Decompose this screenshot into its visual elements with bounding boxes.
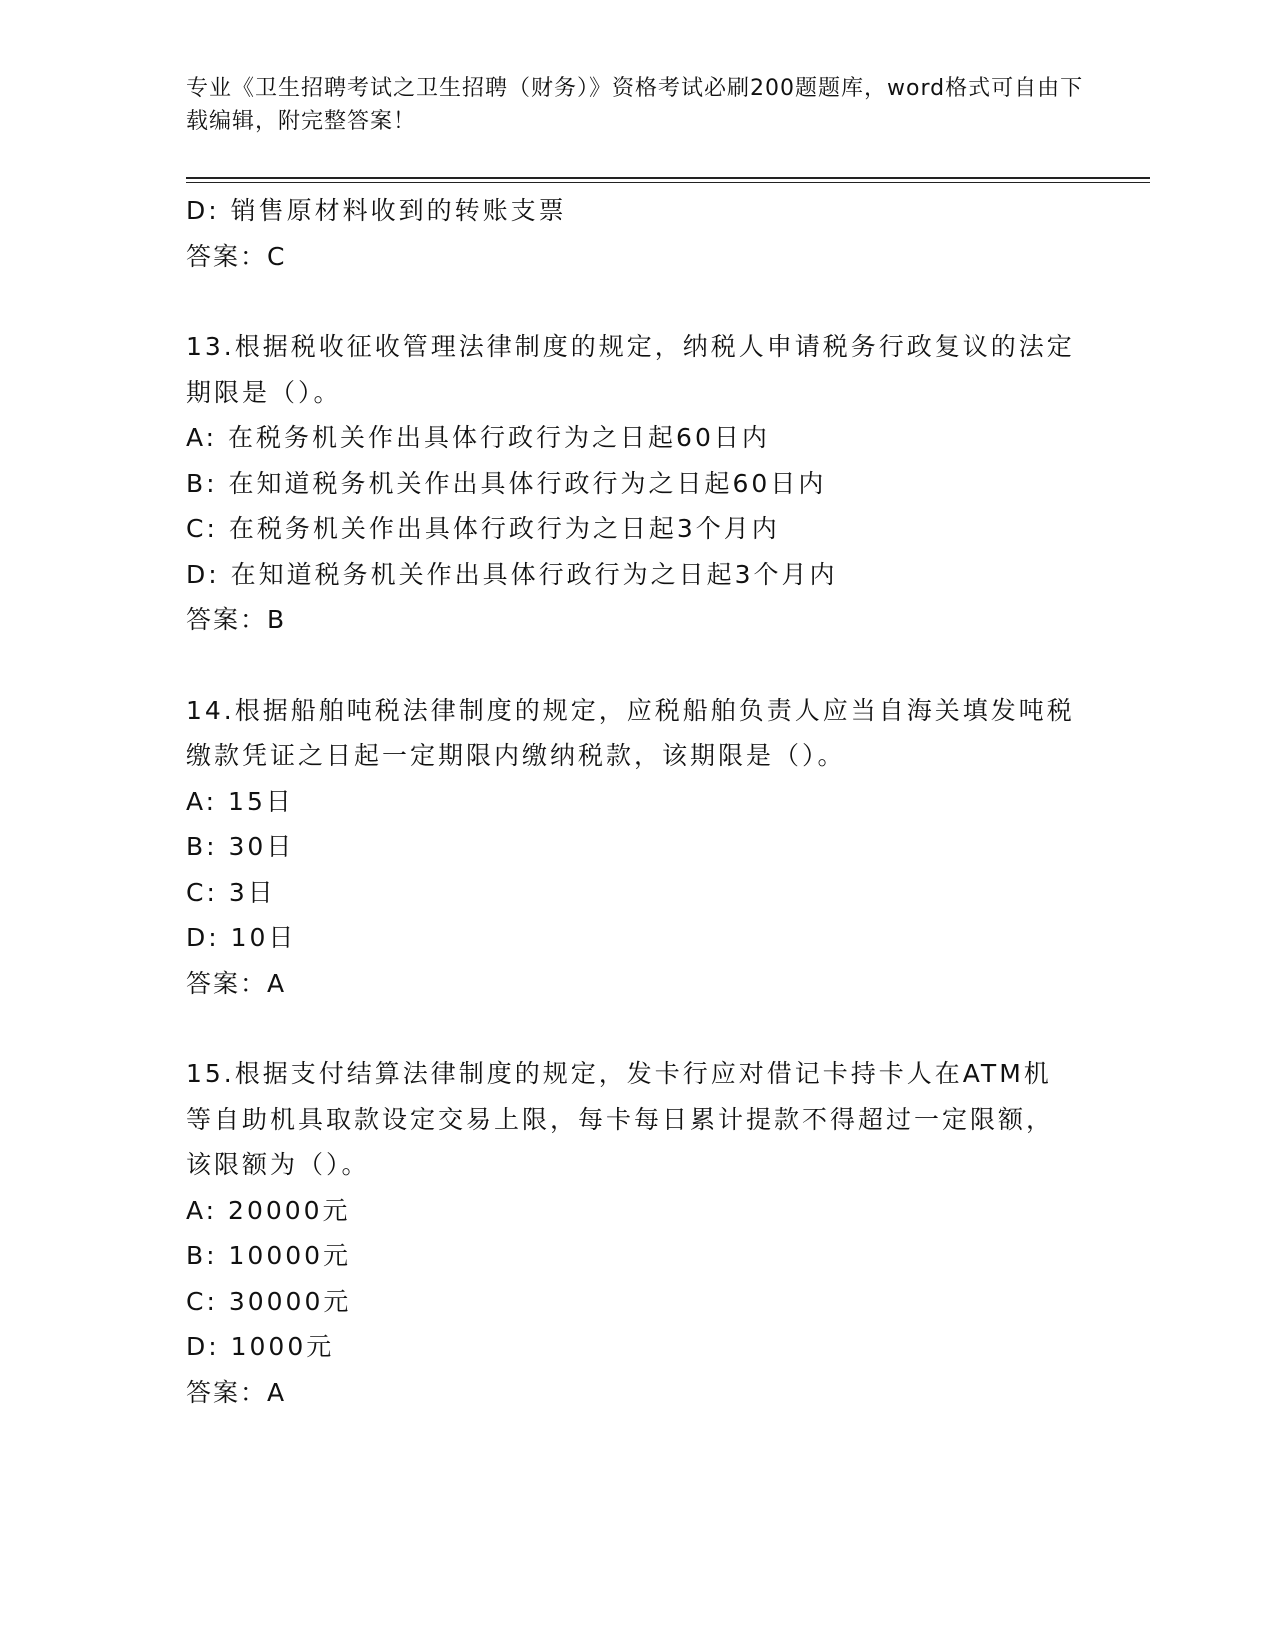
option-d: D: 10日 [186, 923, 297, 952]
answer: 答案：A [186, 968, 287, 998]
header-rule-thin [186, 182, 1150, 183]
option-a: A: 20000元 [186, 1195, 351, 1225]
option-b: B: 在知道税务机关作出具体行政行为之日起60日内 [186, 468, 827, 498]
option-c: C: 30000元 [186, 1286, 352, 1316]
question-13 [186, 324, 1086, 643]
page-header: 专业《卫生招聘考试之卫生招聘（财务）》资格考试必刷200题题库，word格式可自由下载编辑，附完整答案！ [186, 76, 1084, 134]
spacer [186, 279, 1086, 324]
question-stem: 14.根据船舶吨税法律制度的规定，应税船舶负责人应当自海关填发吨税缴款凭证之日起一定期限内缴纳税款，该期限是（）。 [186, 695, 1075, 770]
question-15 [186, 1051, 1086, 1415]
option-d: D: 1000元 [186, 1332, 335, 1361]
option-a: A: 15日 [186, 786, 294, 816]
option-a: A: 在税务机关作出具体行政行为之日起60日内 [186, 423, 770, 452]
carryover-question [186, 188, 1086, 279]
question-14 [186, 688, 1086, 1007]
spacer [186, 1006, 1086, 1051]
option-b: B: 30日 [186, 832, 295, 861]
answer: 答案：C [186, 241, 287, 271]
spacer [186, 643, 1086, 688]
answer: 答案：B [186, 605, 287, 634]
option-c: C: 3日 [186, 877, 276, 907]
question-stem: 13.根据税收征收管理法律制度的规定，纳税人申请税务行政复议的法定期限是（）。 [186, 332, 1075, 407]
question-stem: 15.根据支付结算法律制度的规定，发卡行应对借记卡持卡人在ATM机等自助机具取款设定交易上限，每卡每日累计提款不得超过一定限额，该限额为（）。 [186, 1059, 1055, 1179]
question-content [186, 188, 1086, 1415]
option-d: D: 销售原材料收到的转账支票 [186, 196, 567, 225]
answer: 答案：A [186, 1377, 287, 1407]
option-b: B: 10000元 [186, 1241, 352, 1270]
header-rule-thick [186, 177, 1150, 179]
option-d: D: 在知道税务机关作出具体行政行为之日起3个月内 [186, 559, 838, 589]
option-c: C: 在税务机关作出具体行政行为之日起3个月内 [186, 514, 780, 543]
